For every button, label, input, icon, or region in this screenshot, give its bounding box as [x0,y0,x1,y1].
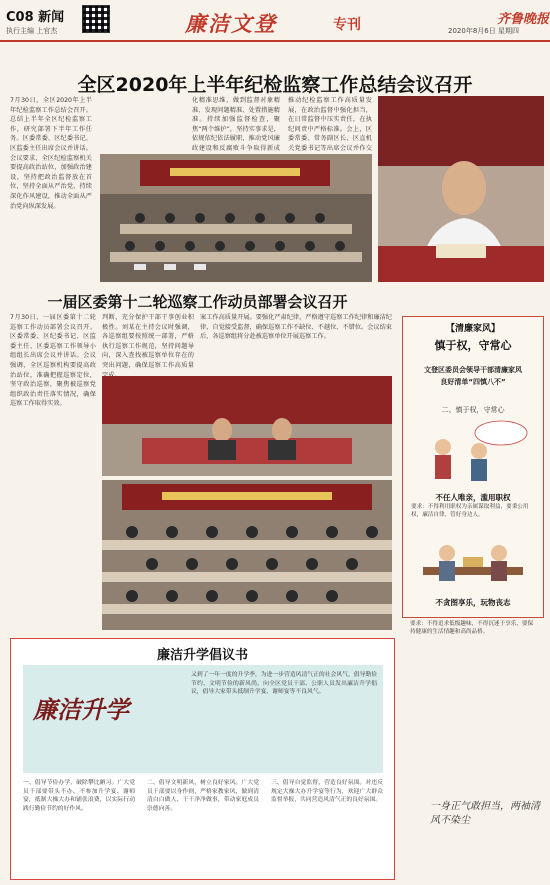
pledge-col2: 二、倡导文明新风，树立良好家风。广大党员干部要以身作则，严格家教家风，做到清清白白做人、干干净净做事，带动家庭成员崇德向善。 [147,780,259,812]
sidebar-caption-2-body: 要求：不得追求低级趣味，不得沉迷于享乐，要保持健康的生活情趣和高尚品格。 [410,621,534,635]
article2-col1: 7月30日，一届区委第十二轮巡察工作动员部署会议召开。区委常委、区纪委书记、区监委主任、区委巡察工作领导小组组长出席会议并讲话。会议强调，全区巡察机构要提高政治站位，准确把握巡察定位，坚守政治巡察，聚焦被巡察党组织政治责任落实情况，确保巡察工作取得实效。 [10,314,96,408]
column-banner [185,8,375,38]
section-name: 新闻 [38,10,65,25]
article2-audience-photo [102,480,392,630]
pledge-col1: 一、倡导节俭办学，破除攀比陋习。广大党员干部要带头不办、不参加升学宴、谢师宴，抵制大操大办和铺张浪费，以实际行动践行勤俭节约的好作风。 [23,780,135,812]
editor-line: 执行主编 上官杰 [6,27,58,35]
article1-meeting-photo [100,154,372,282]
sidebar-caption-2: 不贪图享乐，玩物丧志 [435,598,511,607]
article2-headline: 一届区委第十二轮巡察工作动员部署会议召开 [47,293,348,311]
pledge-box [10,638,395,880]
calligraphy-couplet: 一身正气敢担当，两袖清风不染尘 [430,801,540,826]
article2-col2: 判断，充分保护干部干事创业积极性。刘某在主持会议时强调，各巡察组要按照统一部署，严格执行巡察工作规范，坚持问题导向，深入查找被巡察单位存在的突出问题，确保巡察工作高质量 [102,314,194,369]
pledge-title: 廉洁升学倡议书 [156,648,248,663]
header-rule [0,40,550,42]
family-ethics-sidebar [402,316,544,618]
article1-headline: 全区2020年上半年纪检监察工作总结会议召开 [77,74,473,96]
sidebar-caption-1: 不任人唯亲，滥用职权 [435,493,511,502]
article1-col2: 化精准思维，做到监督对象精准、发现问题精准、处置措施精准。持续加强监督检查，聚焦“两个维护”，坚持实事求是，依规依纪依法履职，推动党风廉政建设和反腐败斗争取得新成 [192,97,280,152]
sidebar-headline: 慎于权，守常心 [434,339,512,352]
article1-col1: 7月30日，全区2020年上半年纪检监察工作总结会召开。总结上半年全区纪检监察工作，研究部署下半年工作任务。区委常委、区纪委书记、区监委主任出席会议并讲话。会议要求，全区纪检监察机关要提高政治站位，加强政治建设，坚持把政治监督放在首位，坚持全面从严治党，持续深化作风建设，推动全面从严治党向纵深发展。 [10,97,92,210]
sidebar-caption-1-body: 要求：不得利用职权为亲属谋取利益，要秉公用权，廉洁自律，管好身边人。 [411,504,529,518]
section-number: C08 新闻 [6,10,65,25]
pledge-calligraphy-logo: 廉洁升学 [33,695,129,724]
article1-speaker-photo [378,96,544,282]
banner-tag: 专刊 [333,17,361,33]
cartoon-illustration-2 [413,527,533,595]
article2-col3: 案工作高质量开展。要强化严肃纪律，严格遵守巡察工作纪律和廉洁纪律，自觉接受监督，确保巡察工作不缺位、不越位、不错位。会议结束后，各巡察组将分赴被巡察单位开展巡察工作。 [200,314,392,341]
sidebar-part-heading: 二、慎于权，守常心 [441,406,505,414]
pledge-intro: 又到了一年一度的升学季，为进一步营造风清气正的社会风气，倡导勤俭节约、文明节俭的新风尚，向全区党员干部、公职人员发出廉洁升学倡议，倡导大家带头抵制升学宴、谢师宴等不良风气。 [191,672,377,696]
sidebar-subtitle-1: 文登区委员会领导干部清廉家风 [424,366,522,374]
article1-col3: 推动纪检监察工作高质量发展，在政治监督中强化担当，在日常监督中压实责任，在执纪问责中严格标准。会上，区委常委、常务副区长、区直机关党委书记等出席会议并作交 [288,97,372,152]
issue-date: 2020年8月6日 星期四 [448,27,519,35]
sidebar-subtitle-2: 良好清单“四慎八不” [440,378,506,386]
pledge-artwork [23,665,383,773]
cartoon-illustration-1 [413,417,533,487]
banner-title: 廉洁文登 [185,11,277,36]
sidebar-label: 【清廉家风】 [445,324,500,334]
qr-code-icon [82,5,110,33]
article2-podium-photo [102,376,392,476]
pledge-col3: 三、倡导自觉监督，营造良好氛围。对违反规定大操大办升学宴等行为，欢迎广大群众监督举报，共同营造风清气正的良好氛围。 [271,780,383,804]
newspaper-logo: 齐鲁晚报 [497,12,550,27]
